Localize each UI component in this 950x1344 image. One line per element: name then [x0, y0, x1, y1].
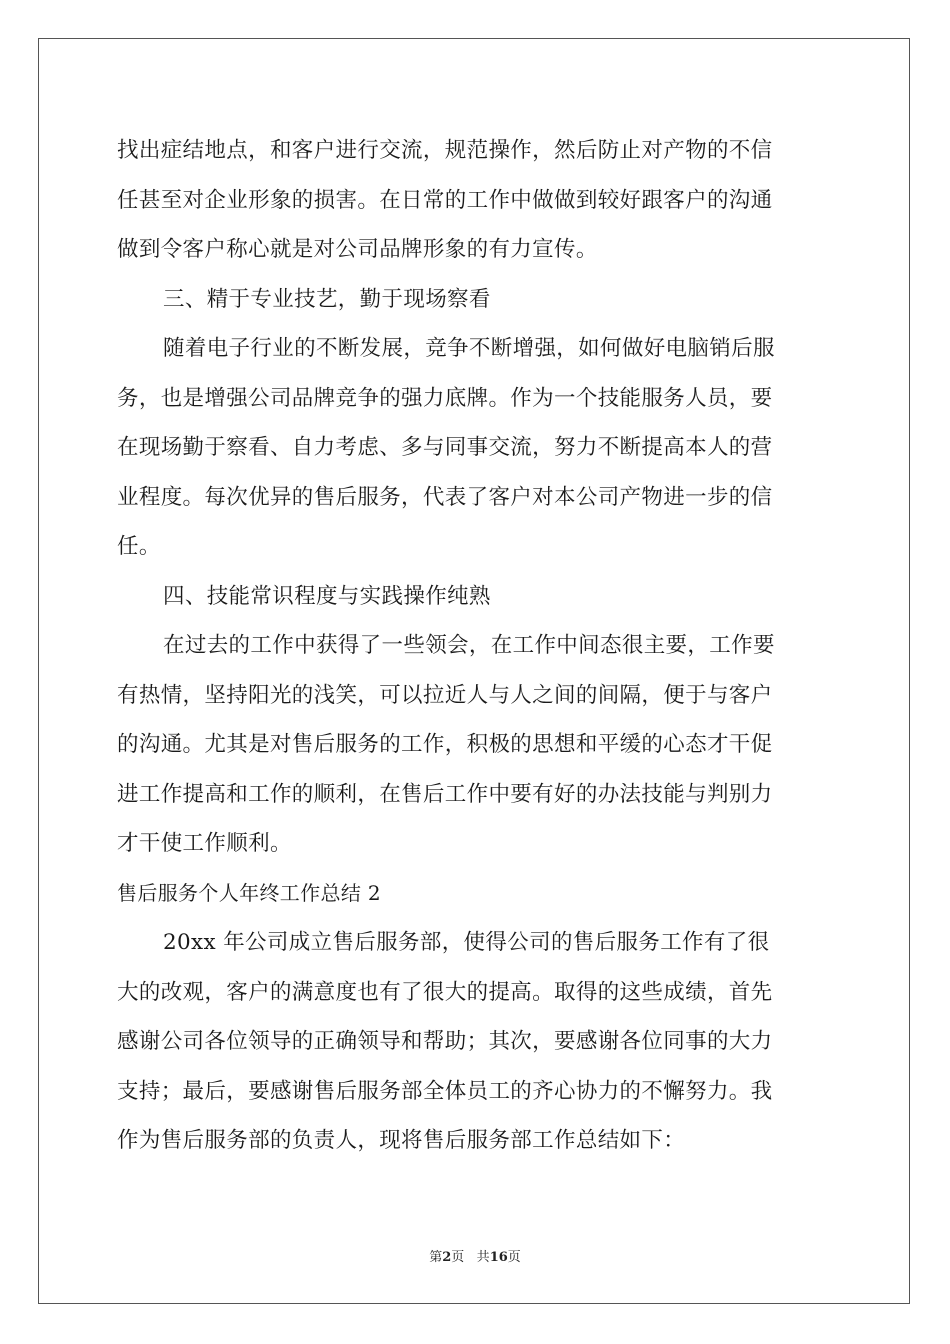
text-line: 业程度。每次优异的售后服务，代表了客户对本公司产物进一步的信: [117, 484, 773, 510]
text-line: 随着电子行业的不断发展，竞争不断增强，如何做好电脑销后服: [163, 336, 775, 361]
text-line: 在过去的工作中获得了一些领会，在工作中间态很主要，工作要: [163, 633, 775, 658]
text-line: 才干使工作顺利。: [117, 831, 292, 856]
text-line: 感谢公司各位领导的正确领导和帮助；其次，要感谢各位同事的大力: [117, 1029, 773, 1054]
text-line: 20xx 年公司成立售后服务部，使得公司的售后服务工作有了很: [163, 930, 770, 955]
text-line: 任。: [117, 534, 161, 559]
page-footer: [0, 1246, 950, 1265]
text-line: 作为售后服务部的负责人，现将售后服务部工作总结如下：: [117, 1128, 686, 1153]
text-line: 在现场勤于察看、自力考虑、多与同事交流，努力不断提高本人的营: [117, 435, 773, 460]
total-prefix: 共: [476, 1250, 490, 1265]
text-line: 做到令客户称心就是对公司品牌形象的有力宣传。: [117, 237, 598, 262]
total-suffix: 页: [507, 1250, 521, 1265]
text-line: 任甚至对企业形象的损害。在日常的工作中做做到较好跟客户的沟通: [117, 187, 773, 213]
total-pages: 16: [489, 1250, 508, 1265]
page-prefix: 第: [429, 1250, 443, 1265]
text-line: 有热情，坚持阳光的浅笑，可以拉近人与人之间的间隔，便于与客户: [117, 682, 773, 708]
text-line: 的沟通。尤其是对售后服务的工作，积极的思想和平缓的心态才干促: [117, 732, 773, 757]
page-suffix: 页: [451, 1250, 465, 1265]
text-line: 大的改观，客户的满意度也有了很大的提高。取得的这些成绩，首先: [117, 979, 773, 1005]
text-line: 找出症结地点，和客户进行交流，规范操作，然后防止对产物的不信: [117, 138, 773, 163]
text-line: 支持；最后，要感谢售后服务部全体员工的齐心协力的不懈努力。我: [117, 1078, 773, 1104]
section-heading: 四、技能常识程度与实践操作纯熟: [163, 583, 491, 609]
text-line: 务，也是增强公司品牌竞争的强力底牌。作为一个技能服务人员，要: [117, 385, 773, 411]
section-heading: 三、精于专业技艺，勤于现场察看: [163, 286, 491, 312]
page-number: 2: [442, 1250, 452, 1265]
document-body: [117, 126, 833, 1166]
document-title: 售后服务个人年终工作总结 2: [117, 880, 381, 905]
text-line: 进工作提高和工作的顺利，在售后工作中要有好的办法技能与判别力: [117, 781, 773, 807]
